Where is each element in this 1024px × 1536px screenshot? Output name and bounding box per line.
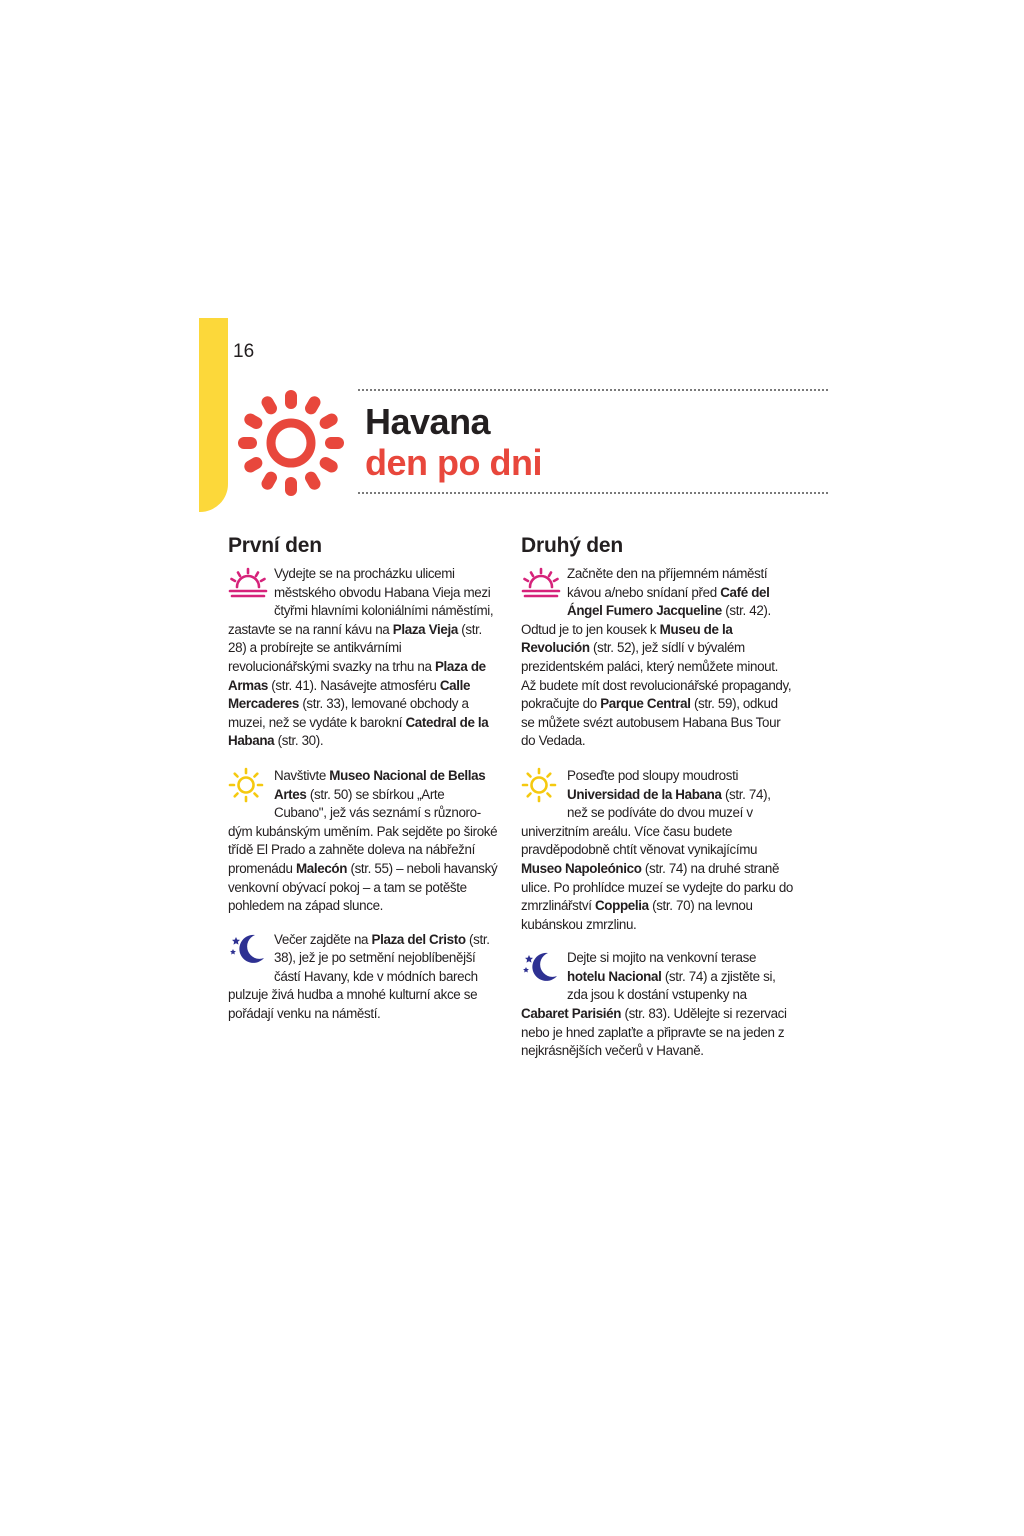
day1-morning — [228, 565, 500, 751]
day1-afternoon — [228, 767, 500, 916]
day2-morning — [521, 565, 793, 751]
sun-icon — [228, 767, 268, 805]
day1-afternoon-text: Navštivte Museo Nacional de Bellas Artes (str. 50) se sbírkou „Arte Cubano", jež vás seznámí s různorodým kubánským uměním. Pak sejděte po široké třídě El Prado a zahněte doleva na nábřežní promenádu Malecón (str. 55) – neboli havanský venkovní obývací pokoj – a tam se potěšte pohledem na západ slunce. — [228, 767, 498, 914]
day2-column — [521, 533, 793, 1079]
day2-evening — [521, 949, 793, 1061]
day2-afternoon-text: Poseďte pod sloupy moudrosti Universidad de la Habana (str. 74), než se podíváte do dvou muzeí v univerzitním areálu. Více času budete pravděpodobně chtít věnovat vynikajícímu Museo Napoleónico (str. 74) na druhé straně ulice. Po prohlídce muzeí se vydejte do parku do zmrzlinářství Coppelia (str. 70) na levnou kubánskou zmrzlinu. — [521, 767, 794, 932]
day1-heading: První den — [228, 534, 322, 557]
day1-morning-text: Vydejte se na procházku ulicemi městského obvodu Habana Vieja mezi čtyřmi hlavními koloniálními náměstími, zastavte se na ranní kávu na Plaza Vieja (str. 28) a probírejte se antikvárními revolucionářskými svazky na trhu na Plaza de Armas (str. 41). Nasávejte atmosféru Calle Mercaderes (str. 33), lemované obchody a muzei, než se vydáte k barokní Catedral de la Habana (str. 30). — [228, 566, 494, 749]
page-title: Havana — [365, 401, 491, 442]
moon-icon — [521, 949, 561, 987]
day2-afternoon — [521, 767, 793, 934]
page-subtitle: den po dni — [365, 442, 542, 483]
sunrise-icon — [521, 565, 561, 603]
day1-evening — [228, 931, 500, 1024]
day1-evening-text: Večer zajděte na Plaza del Cristo (str. 38), jež je po setmění nejoblíbenější částí Havany, kde v módních barech pulzuje živá hudba a mnohé kulturní akce se pořádají venku na náměstí. — [228, 931, 490, 1022]
sun-logo-icon — [236, 388, 346, 498]
chapter-tab — [199, 318, 228, 512]
day2-heading: Druhý den — [521, 534, 624, 557]
title-rule-top — [358, 389, 828, 391]
day1-column — [228, 533, 500, 1042]
page-number: 16 — [233, 341, 255, 362]
sun-icon — [521, 767, 561, 805]
title-rule-bottom — [358, 492, 828, 494]
moon-icon — [228, 931, 268, 969]
day2-evening-text: Dejte si mojito na venkovní terase hotelu Nacional (str. 74) a zjistěte si, zda jsou k dostání vstupenky na Cabaret Parisién (str. 83). Udělejte si rezervaci nebo je hned zaplaťte a připravte se na jeden z nejkrásnějších večerů v Havaně. — [521, 950, 787, 1059]
sunrise-icon — [228, 565, 268, 603]
day2-morning-text: Začněte den na příjemném náměstí kávou a/nebo snídaní před Café del Ángel Fumero Jacqueline (str. 42). Odtud je to jen kousek k Museu de la Revolución (str. 52), jež sídlí v bývalém prezidentském paláci, který nemůžete minout. Až budete mít dost revolucionářské propagandy, pokračujte do Parque Central (str. 59), odkud se můžete svézt autobusem Habana Bus Tour do Vedada. — [521, 566, 792, 749]
